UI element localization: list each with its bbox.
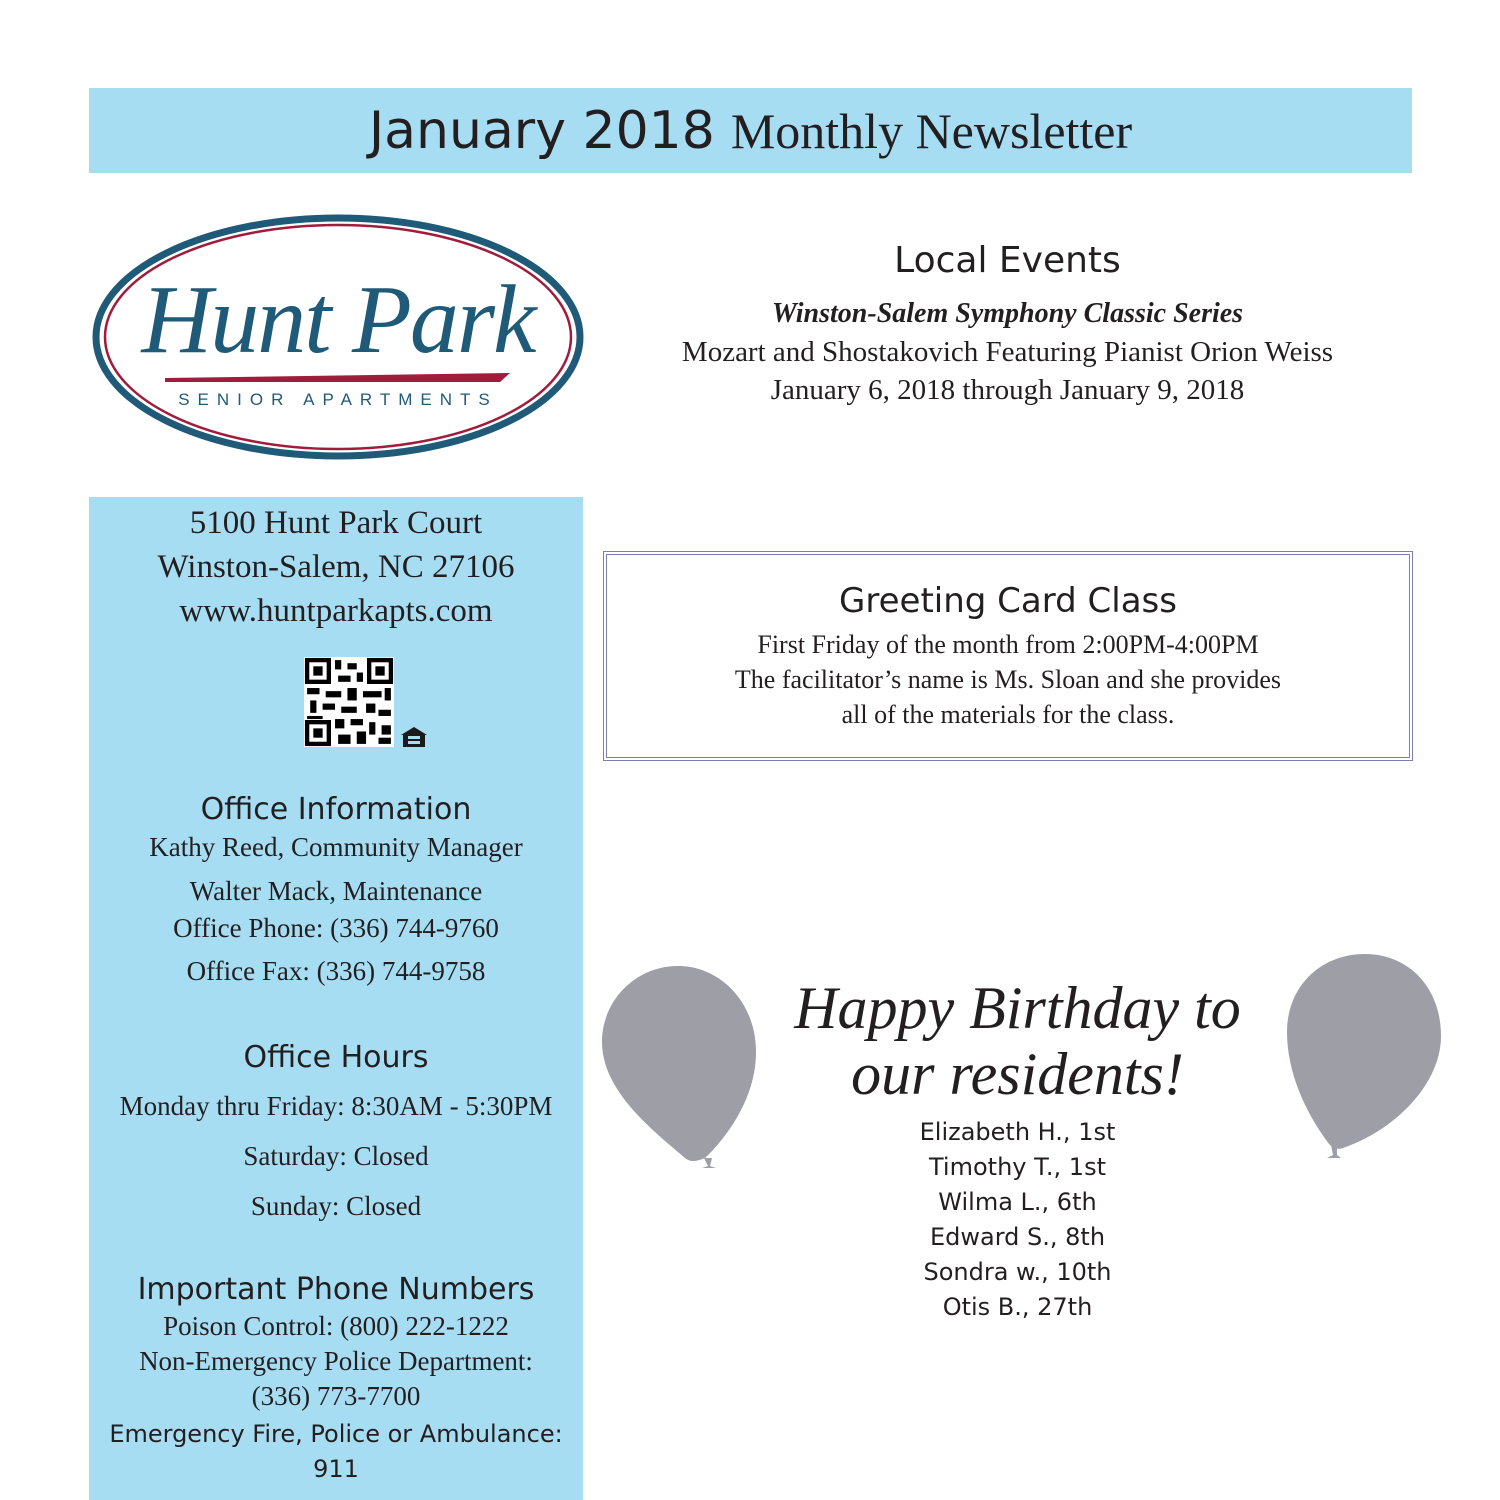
address-street: 5100 Hunt Park Court [189, 505, 483, 541]
emergency-label: Emergency Fire, Police or Ambulance: [109, 1420, 563, 1448]
hours-line: Saturday: Closed [243, 1141, 429, 1171]
logo-name: Hunt Park [141, 266, 535, 374]
birthday-name: Elizabeth H., 1st [919, 1118, 1116, 1146]
sidebar-info-panel [89, 497, 583, 1500]
birthday-name: Timothy T., 1st [929, 1153, 1106, 1181]
office-hours-section [89, 1040, 583, 1231]
birthday-title-line2: our residents! [851, 1041, 1184, 1107]
office-information-section [89, 792, 583, 993]
balloon-right-icon [1285, 952, 1445, 1172]
event-name: Winston-Salem Symphony Classic Series [771, 298, 1244, 329]
title-text: Monthly Newsletter [730, 102, 1133, 159]
office-info-title: Office Information [200, 792, 472, 827]
office-fax: Office Fax: (336) 744-9758 [186, 956, 486, 986]
equal-housing-icon [399, 725, 429, 754]
greeting-card-line: all of the materials for the class. [841, 700, 1175, 729]
greeting-card-line: The facilitator’s name is Ms. Sloan and she provides [734, 665, 1282, 694]
emergency-number: 911 [313, 1455, 359, 1483]
title-month: January 2018 [368, 100, 715, 161]
event-dates: January 6, 2018 through January 9, 2018 [770, 374, 1245, 406]
logo-tagline: SENIOR APARTMENTS [178, 390, 498, 409]
hunt-park-logo [90, 212, 586, 462]
phone-line: Poison Control: (800) 222-1222 [163, 1311, 509, 1341]
office-info-line: Kathy Reed, Community Manager [149, 832, 523, 862]
birthday-name: Edward S., 8th [929, 1223, 1106, 1251]
qr-code-icon [304, 657, 394, 747]
phone-numbers-title: Important Phone Numbers [137, 1272, 535, 1307]
local-events-title: Local Events [894, 240, 1121, 281]
balloon-left-icon [600, 962, 760, 1182]
birthday-name: Sondra w., 10th [923, 1258, 1112, 1286]
office-hours-title: Office Hours [243, 1040, 429, 1075]
phone-line: (336) 773-7700 [251, 1381, 421, 1411]
phone-line: Non-Emergency Police Department: [139, 1346, 533, 1376]
office-info-line: Walter Mack, Maintenance [189, 876, 483, 906]
office-phone: Office Phone: (336) 744-9760 [173, 913, 499, 943]
website-link[interactable]: www.huntparkapts.com [179, 593, 493, 629]
greeting-card-class-box [603, 551, 1413, 761]
title-banner [89, 88, 1412, 173]
greeting-card-title: Greeting Card Class [839, 581, 1177, 621]
phone-numbers-section [89, 1272, 583, 1486]
birthday-name: Wilma L., 6th [938, 1188, 1097, 1216]
hours-line: Sunday: Closed [250, 1191, 422, 1221]
local-events-section [600, 240, 1415, 409]
hours-line: Monday thru Friday: 8:30AM - 5:30PM [119, 1091, 553, 1121]
birthday-name: Otis B., 27th [942, 1293, 1093, 1321]
greeting-card-line: First Friday of the month from 2:00PM-4:00PM [757, 630, 1259, 659]
address-city: Winston-Salem, NC 27106 [157, 549, 515, 585]
birthday-title-line1: Happy Birthday to [794, 975, 1241, 1041]
event-description: Mozart and Shostakovich Featuring Pianist Orion Weiss [681, 336, 1334, 368]
birthday-section [760, 975, 1275, 1325]
